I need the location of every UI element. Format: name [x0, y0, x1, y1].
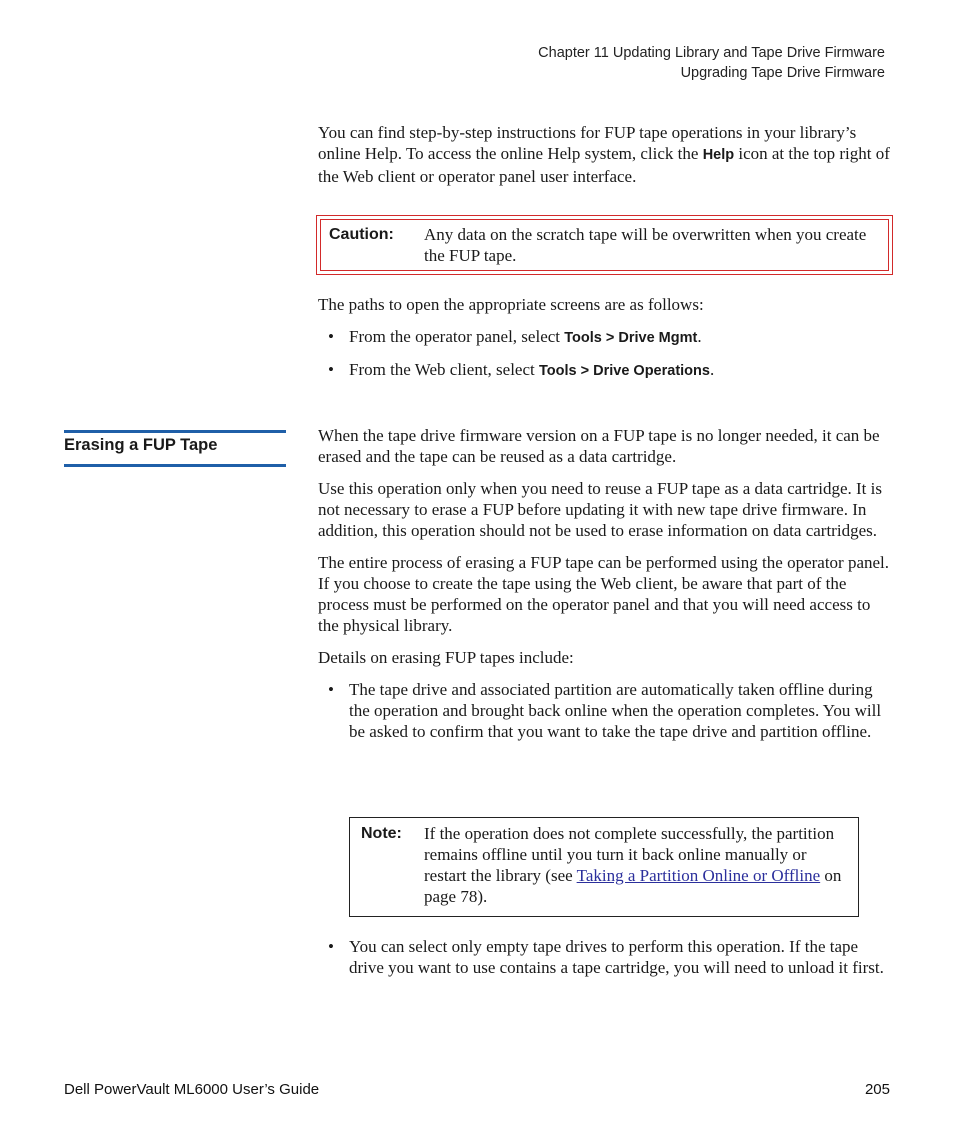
paths-block	[318, 294, 890, 382]
caution-label: Caution:	[329, 226, 394, 243]
section-title: Upgrading Tape Drive Firmware	[680, 65, 885, 81]
section-paragraph-3: The entire process of erasing a FUP tape can be performed using the operator panel. If you choose to create the tape using the Web client, be aware that part of the process must be performed on the operator panel and that you will need access to the physical library.	[318, 553, 890, 635]
list-item-text: From the Web client, select	[349, 360, 539, 379]
final-bullet-block	[318, 936, 890, 978]
list-item	[318, 359, 890, 382]
list-item	[318, 679, 890, 742]
bullet-glyph: •	[328, 327, 334, 346]
cross-reference-link[interactable]: Taking a Partition Online or Offline	[576, 866, 821, 885]
caution-box	[316, 215, 893, 275]
section-paragraph-4: Details on erasing FUP tapes include:	[318, 648, 574, 667]
bullet-glyph: •	[328, 360, 334, 379]
intro-text-2: icon at the top right of the Web client or operator panel user interface.	[318, 144, 890, 186]
section-paragraph-2: Use this operation only when you need to reuse a FUP tape as a data cartridge. It is not necessary to erase a FUP before updating it with new tape drive firmware. In addition, this operation should not be used to erase information on data cartridges.	[318, 479, 882, 540]
footer-title: Dell PowerVault ML6000 User’s Guide	[64, 1081, 320, 1098]
note-text-2: on page 78).	[424, 866, 842, 906]
bullet-glyph: •	[328, 680, 334, 699]
intro-text-1: You can find step-by-step instructions for FUP tape operations in your library’s online Help. To access the online Help system, click the	[318, 123, 857, 163]
chapter-title: Chapter 11 Updating Library and Tape Drive Firmware	[538, 45, 885, 61]
section-heading	[64, 430, 286, 467]
list-item-text: You can select only empty tape drives to perform this operation. If the tape drive you want to use contains a tape cartridge, you will need to unload it first.	[349, 937, 884, 977]
list-item-end: .	[697, 327, 702, 346]
note-text	[424, 823, 844, 907]
paths-lead: The paths to open the appropriate screens are as follows:	[318, 295, 704, 314]
section-heading-text: Erasing a FUP Tape	[64, 436, 218, 454]
note-box	[349, 817, 859, 917]
note-text-1: If the operation does not complete successfully, the partition remains offline until you turn it back online manually or restart the library (see	[424, 824, 835, 885]
list-item-text: The tape drive and associated partition are automatically taken offline during the operation and brought back online when the operation completes. You will be asked to confirm that you want to take the tape drive and partition offline.	[349, 680, 882, 741]
page-number: 205	[864, 1081, 890, 1098]
section-body	[318, 425, 890, 742]
running-header	[538, 43, 885, 83]
note-label: Note:	[361, 825, 402, 842]
caution-text: Any data on the scratch tape will be overwritten when you create the FUP tape.	[424, 225, 867, 265]
menu-path-drive-mgmt: Tools > Drive Mgmt	[564, 330, 698, 346]
help-ui-label: Help	[702, 147, 735, 163]
intro-paragraph	[318, 122, 890, 187]
list-item	[318, 936, 890, 978]
list-item-end: .	[709, 360, 715, 379]
list-item	[318, 326, 890, 349]
menu-path-drive-operations: Tools > Drive Operations	[539, 363, 710, 379]
list-item-text: From the operator panel, select	[349, 327, 565, 346]
bullet-glyph: •	[328, 937, 334, 956]
section-paragraph-1: When the tape drive firmware version on a FUP tape is no longer needed, it can be erased and the tape can be reused as a data cartridge.	[318, 426, 880, 466]
